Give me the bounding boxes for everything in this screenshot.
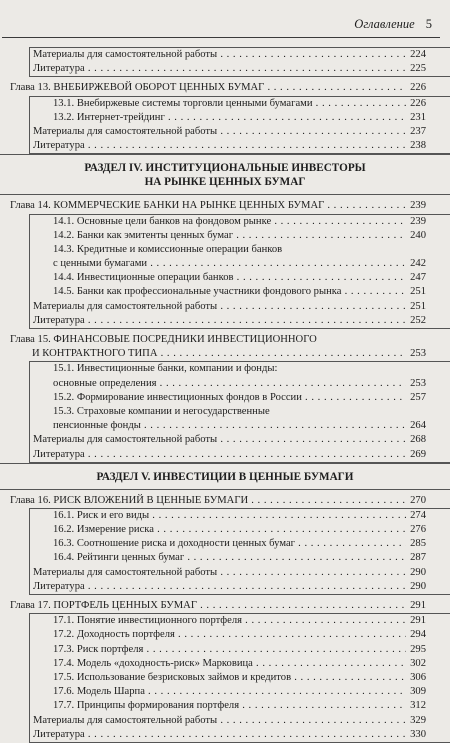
toc-materials-entry[interactable] <box>30 728 450 742</box>
toc-page-number: 290 <box>410 580 426 592</box>
section-heading-line: НА РЫНКЕ ЦЕННЫХ БУМАГ <box>144 176 306 189</box>
toc-page-number: 270 <box>410 494 426 506</box>
toc-page-number: 312 <box>410 700 426 712</box>
chapter-heading[interactable] <box>0 494 450 508</box>
chapter-entries <box>29 96 450 155</box>
table-of-contents <box>0 47 450 743</box>
chapter-heading[interactable] <box>0 347 450 361</box>
toc-page-number: 231 <box>410 111 426 123</box>
toc-entry-text: 16.3. Соотношение риска и доходности ценных бумаг . . . <box>53 537 406 551</box>
toc-subsection-entry[interactable] <box>30 509 450 523</box>
toc-page-number: 257 <box>410 391 426 403</box>
toc-subsection-entry[interactable] <box>30 657 450 671</box>
toc-entry-text: Литература . . . <box>33 62 406 76</box>
toc-subsection-entry[interactable] <box>30 229 450 243</box>
toc-entry-text: пенсионные фонды . . . <box>53 419 406 433</box>
toc-subsection-entry[interactable] <box>30 551 450 565</box>
toc-page-number: 226 <box>410 97 426 109</box>
toc-page-number: 291 <box>410 600 426 611</box>
toc-page-number: 240 <box>410 229 426 241</box>
toc-subsection-entry[interactable] <box>30 215 450 229</box>
toc-materials-entry[interactable] <box>30 62 450 76</box>
toc-page-number: 287 <box>410 552 426 564</box>
toc-entry-text: Материалы для самостоятельной работы . . . <box>33 433 406 447</box>
toc-subsection-entry[interactable] <box>30 377 450 391</box>
chapter-entries <box>29 613 450 743</box>
toc-entry-text: Материалы для самостоятельной работы . . . <box>33 714 406 728</box>
toc-entry-text: Материалы для самостоятельной работы . . . <box>33 125 406 139</box>
toc-entry-text: 14.4. Инвестиционные операции банков . . . <box>53 271 406 285</box>
chapter-entries <box>29 214 450 330</box>
toc-entry-text: 17.1. Понятие инвестиционного портфеля . . . <box>53 614 406 628</box>
chapter-entries <box>29 508 450 595</box>
toc-subsection-entry[interactable] <box>30 628 450 642</box>
toc-entry-text: 17.2. Доходность портфеля . . . <box>53 628 406 642</box>
toc-subsection-entry[interactable] <box>30 523 450 537</box>
toc-entry-text: Материалы для самостоятельной работы . . . <box>33 48 406 62</box>
toc-subsection-entry[interactable] <box>30 614 450 628</box>
toc-page-number: 294 <box>410 629 426 641</box>
toc-page-number: 247 <box>410 272 426 284</box>
toc-entry-text: 15.3. Страховые компании и негосударственные <box>53 405 270 417</box>
toc-entry-text: Литература . . . <box>33 139 406 153</box>
toc-subsection-entry[interactable] <box>30 285 450 299</box>
toc-subsection-entry[interactable] <box>30 643 450 657</box>
toc-entry-text: 17.5. Использование безрисковых займов и кредитов . . . <box>53 671 406 685</box>
toc-entry-text: Материалы для самостоятельной работы . . . <box>33 566 406 580</box>
toc-entry-text: основные определения . . . <box>53 377 406 391</box>
toc-entry-text: с ценными бумагами . . . <box>53 257 406 271</box>
toc-subsection-entry[interactable] <box>30 405 450 419</box>
toc-subsection-entry[interactable] <box>30 97 450 111</box>
chapter-entries <box>29 361 450 462</box>
toc-entry-text: 16.4. Рейтинги ценных бумаг . . . <box>53 551 406 565</box>
toc-page-number: 290 <box>410 566 426 578</box>
toc-materials-entry[interactable] <box>30 300 450 314</box>
toc-entry-text: И КОНТРАКТНОГО ТИПА . . . <box>32 347 406 361</box>
toc-entry-text: Глава 13. ВНЕБИРЖЕВОЙ ОБОРОТ ЦЕННЫХ БУМАГ . . . <box>10 81 406 95</box>
toc-page-number: 224 <box>410 49 426 60</box>
chapter-heading[interactable] <box>0 81 450 95</box>
toc-subsection-entry[interactable] <box>30 699 450 713</box>
toc-subsection-entry[interactable] <box>30 671 450 685</box>
header-rule <box>2 37 440 38</box>
toc-materials-entry[interactable] <box>30 314 450 328</box>
toc-page-number: 276 <box>410 524 426 536</box>
toc-entry-text: 14.1. Основные цели банков на фондовом рынке . . . <box>53 215 406 229</box>
toc-entry-text: 15.2. Формирование инвестиционных фондов в России . . . <box>53 391 406 405</box>
toc-subsection-entry[interactable] <box>30 537 450 551</box>
section-heading-line: РАЗДЕЛ V. ИНВЕСТИЦИИ В ЦЕННЫЕ БУМАГИ <box>96 470 354 483</box>
toc-entry-text: Литература . . . <box>33 314 406 328</box>
toc-page-number: 226 <box>410 82 426 94</box>
toc-entry-text: 16.1. Риск и его виды . . . <box>53 509 406 523</box>
toc-page-number: 306 <box>410 671 426 683</box>
toc-entry-text: Глава 17. ПОРТФЕЛЬ ЦЕННЫХ БУМАГ . . . <box>10 599 406 613</box>
toc-entry-text: 17.4. Модель «доходность-риск» Марковица . . . <box>53 657 406 671</box>
toc-page-number: 251 <box>410 286 426 298</box>
toc-page-number: 251 <box>410 300 426 312</box>
toc-page-number: 268 <box>410 434 426 446</box>
toc-entry-text: Литература . . . <box>33 728 406 742</box>
section-heading <box>0 463 450 490</box>
toc-page-number: 242 <box>410 258 426 270</box>
toc-materials-entry[interactable] <box>30 48 450 62</box>
section-heading-line: РАЗДЕЛ IV. ИНСТИТУЦИОНАЛЬНЫЕ ИНВЕСТОРЫ <box>84 162 366 175</box>
toc-entry-text: 17.3. Риск портфеля . . . <box>53 643 406 657</box>
toc-page-number: 269 <box>410 448 426 460</box>
running-header <box>354 17 432 32</box>
running-title: Оглавление <box>354 17 415 31</box>
toc-entry-text: 17.7. Принципы формирования портфеля . . . <box>53 699 406 713</box>
toc-page-number: 252 <box>410 314 426 326</box>
toc-materials-entry[interactable] <box>30 714 450 728</box>
toc-page-number: 302 <box>410 657 426 669</box>
toc-subsection-entry[interactable] <box>30 685 450 699</box>
toc-entry-text: Глава 14. КОММЕРЧЕСКИЕ БАНКИ НА РЫНКЕ ЦЕННЫХ БУМАГ . . . <box>10 199 406 213</box>
toc-entry-text: 15.1. Инвестиционные банки, компании и фонды: <box>53 363 278 375</box>
toc-subsection-entry[interactable] <box>30 391 450 405</box>
toc-page-number: 253 <box>410 348 426 360</box>
toc-materials-entry[interactable] <box>30 580 450 594</box>
toc-page-number: 264 <box>410 420 426 432</box>
toc-subsection-entry[interactable] <box>30 257 450 271</box>
toc-entry-text: 14.2. Банки как эмитенты ценных бумаг . . . <box>53 229 406 243</box>
toc-subsection-entry[interactable] <box>30 362 450 376</box>
chapter-heading[interactable] <box>0 599 450 613</box>
toc-entry-text: 14.3. Кредитные и комиссионные операции банков <box>53 243 283 255</box>
toc-entry-text: Материалы для самостоятельной работы . . . <box>33 300 406 314</box>
toc-page-number: 253 <box>410 377 426 389</box>
toc-entry-text: 16.2. Измерение риска . . . <box>53 523 406 537</box>
toc-page-number: 309 <box>410 686 426 698</box>
toc-entry-text: 17.6. Модель Шарпа . . . <box>53 685 406 699</box>
toc-subsection-entry[interactable] <box>30 243 450 257</box>
toc-entry-text: 13.1. Внебиржевые системы торговли ценными бумагами . . . <box>53 97 406 111</box>
toc-materials-entry[interactable] <box>30 433 450 447</box>
chapter-entries <box>29 47 450 77</box>
toc-page-number: 329 <box>410 714 426 726</box>
toc-entry-text: Литература . . . <box>33 580 406 594</box>
toc-subsection-entry[interactable] <box>30 271 450 285</box>
toc-page-number: 238 <box>410 140 426 152</box>
toc-subsection-entry[interactable] <box>30 111 450 125</box>
toc-materials-entry[interactable] <box>30 566 450 580</box>
chapter-heading[interactable] <box>0 199 450 213</box>
toc-page-number: 239 <box>410 215 426 227</box>
toc-materials-entry[interactable] <box>30 139 450 153</box>
toc-page-number: 237 <box>410 125 426 137</box>
toc-entry-text: Глава 16. РИСК ВЛОЖЕНИЙ В ЦЕННЫЕ БУМАГИ . . . <box>10 494 406 508</box>
toc-materials-entry[interactable] <box>30 448 450 462</box>
toc-page-number: 274 <box>410 509 426 521</box>
toc-page-number: 285 <box>410 538 426 550</box>
section-heading <box>0 154 450 195</box>
toc-materials-entry[interactable] <box>30 125 450 139</box>
toc-page-number: 295 <box>410 643 426 655</box>
toc-entry-text: 13.2. Интернет-трейдинг . . . <box>53 111 406 125</box>
page-number: 5 <box>425 17 432 31</box>
toc-entry-text: 14.5. Банки как профессиональные участники фондового рынка . . . <box>53 285 406 299</box>
toc-page-number: 291 <box>410 615 426 627</box>
toc-page-number: 225 <box>410 63 426 75</box>
toc-page-number: 239 <box>410 200 426 212</box>
toc-entry-text: Литература . . . <box>33 448 406 462</box>
toc-subsection-entry[interactable] <box>30 419 450 433</box>
toc-page-number: 330 <box>410 728 426 740</box>
toc-entry-text: Глава 15. ФИНАНСОВЫЕ ПОСРЕДНИКИ ИНВЕСТИЦИОННОГО <box>10 334 317 345</box>
chapter-heading[interactable] <box>0 333 450 347</box>
